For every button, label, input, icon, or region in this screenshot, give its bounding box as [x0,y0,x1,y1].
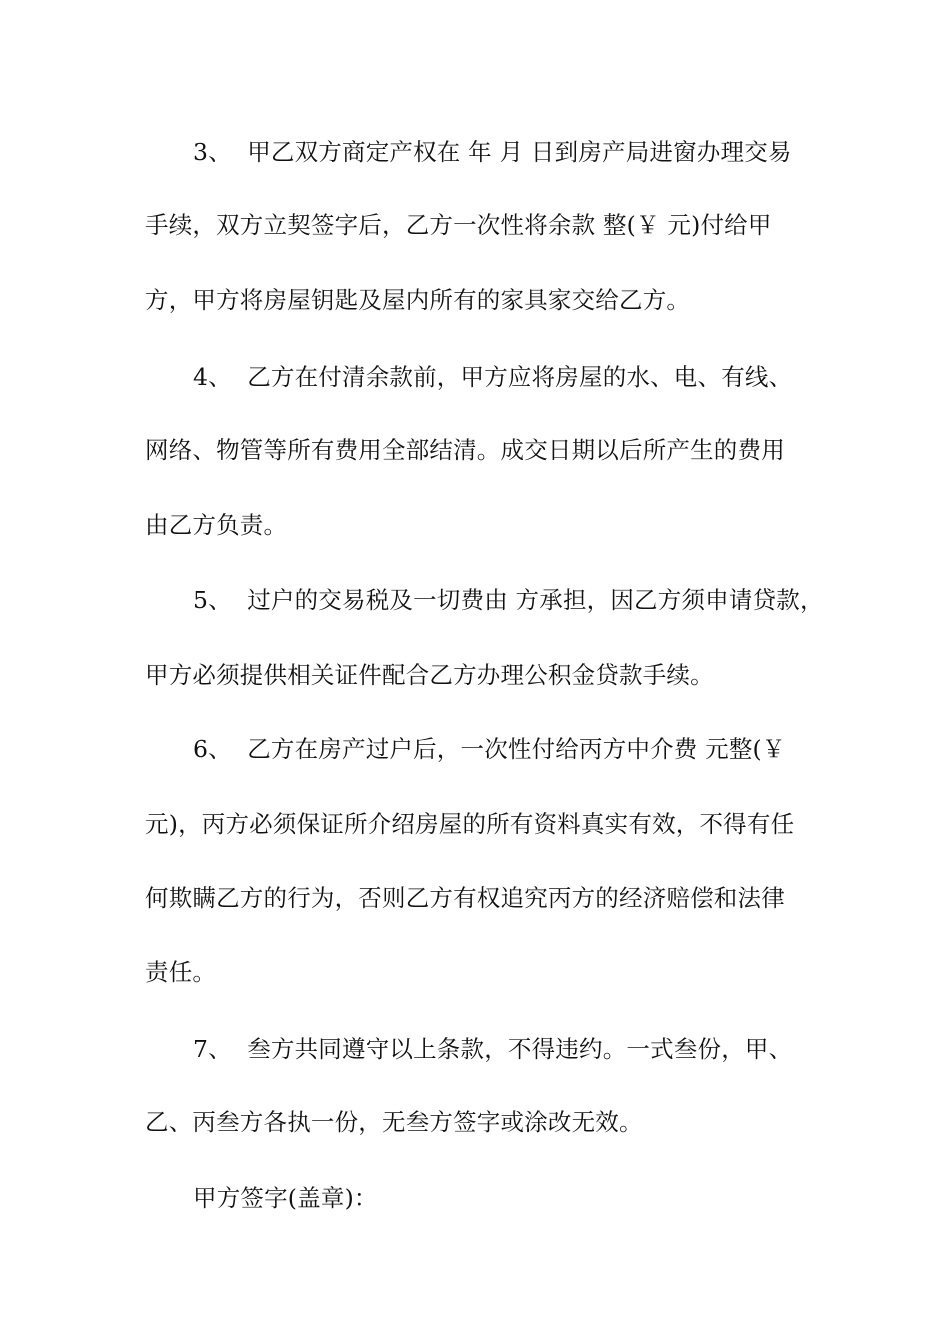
clause-6-line-4: 责任。 [145,958,217,986]
clause-6-line-2: 元)，丙方必须保证所介绍房屋的所有资料真实有效，不得有任 [145,810,795,838]
party-a-signature-label: 甲方签字(盖章)： [193,1184,378,1212]
clause-4-line-2: 网络、物管等所有费用全部结清。成交日期以后所产生的费用 [145,436,785,464]
clause-3-line-3: 方，甲方将房屋钥匙及屋内所有的家具家交给乙方。 [145,286,691,314]
clause-5-line-2: 甲方必须提供相关证件配合乙方办理公积金贷款手续。 [145,661,714,689]
clause-5-line-1: 5、 过户的交易税及一切费由 方承担，因乙方须申请贷款， [193,586,824,614]
clause-7-line-1: 7、 叁方共同遵守以上条款，不得违约。一式叁份，甲、 [193,1035,793,1063]
clause-4-line-3: 由乙方负责。 [145,511,288,539]
clause-7-line-2: 乙、丙叁方各执一份，无叁方签字或涂改无效。 [145,1108,643,1136]
clause-3-line-1: 3、 甲乙双方商定产权在 年 月 日到房产局进窗办理交易 [193,138,792,166]
clause-6-line-1: 6、 乙方在房产过户后，一次性付给丙方中介费 元整(￥ [193,735,786,763]
clause-6-line-3: 何欺瞒乙方的行为，否则乙方有权追究丙方的经济赔偿和法律 [145,884,785,912]
clause-4-line-1: 4、 乙方在付清余款前，甲方应将房屋的水、电、有线、 [193,363,793,391]
clause-3-line-2: 手续，双方立契签字后，乙方一次性将余款 整(￥ 元)付给甲 [145,211,772,239]
